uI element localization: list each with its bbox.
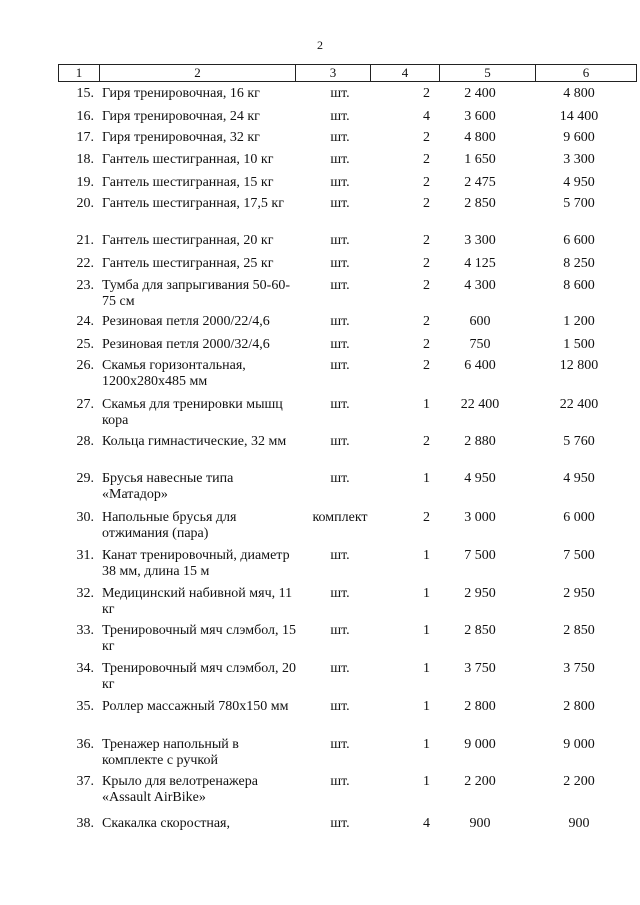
- row-number: 25.: [76, 337, 94, 352]
- row-number: 34.: [76, 661, 94, 676]
- item-quantity: 2: [423, 86, 430, 101]
- item-quantity: 2: [423, 314, 430, 329]
- item-total: 2 200: [563, 774, 595, 789]
- item-total: 7 500: [563, 548, 595, 563]
- item-total: 4 950: [563, 175, 595, 190]
- item-unit: шт.: [330, 737, 350, 752]
- item-name: Гантель шестигранная, 15 кг: [102, 175, 274, 190]
- item-quantity: 2: [423, 337, 430, 352]
- item-name: Гантель шестигранная, 25 кг: [102, 256, 274, 271]
- item-unit: шт.: [330, 130, 350, 145]
- item-quantity: 1: [423, 471, 430, 486]
- item-name: Крыло для велотренажера «Assault AirBike»: [102, 774, 258, 805]
- header-col-6: 6: [536, 65, 637, 82]
- item-name: Резиновая петля 2000/32/4,6: [102, 337, 270, 352]
- row-number: 15.: [76, 86, 94, 101]
- row-number: 30.: [76, 510, 94, 525]
- item-quantity: 1: [423, 661, 430, 676]
- row-number: 31.: [76, 548, 94, 563]
- item-price: 2 200: [464, 774, 496, 789]
- row-number: 21.: [76, 233, 94, 248]
- item-name: Скакалка скоростная,: [102, 816, 230, 831]
- row-number: 33.: [76, 623, 94, 638]
- item-price: 4 300: [464, 278, 496, 293]
- item-total: 12 800: [559, 358, 599, 373]
- row-number: 29.: [76, 471, 94, 486]
- header-col-1: 1: [59, 65, 100, 82]
- item-name: Кольца гимнастические, 32 мм: [102, 434, 287, 449]
- row-number: 36.: [76, 737, 94, 752]
- item-price: 4 125: [464, 256, 496, 271]
- row-number: 28.: [76, 434, 94, 449]
- item-price: 1 650: [464, 152, 496, 167]
- item-unit: шт.: [330, 661, 350, 676]
- item-quantity: 1: [423, 548, 430, 563]
- item-name: Медицинский набивной мяч, 11 кг: [102, 586, 293, 617]
- item-price: 3 750: [464, 661, 496, 676]
- item-total: 900: [568, 816, 590, 831]
- row-number: 27.: [76, 397, 94, 412]
- item-quantity: 2: [423, 152, 430, 167]
- item-unit: шт.: [330, 337, 350, 352]
- item-total: 3 750: [563, 661, 595, 676]
- item-price: 22 400: [460, 397, 500, 412]
- item-total: 9 000: [563, 737, 595, 752]
- item-unit: шт.: [330, 358, 350, 373]
- item-price: 6 400: [464, 358, 496, 373]
- item-name: Гиря тренировочная, 16 кг: [102, 86, 260, 101]
- item-unit: шт.: [330, 175, 350, 190]
- item-quantity: 2: [423, 175, 430, 190]
- item-name: Канат тренировочный, диаметр 38 мм, длина 15 м: [102, 548, 290, 579]
- item-total: 5 700: [563, 196, 595, 211]
- item-price: 600: [469, 314, 491, 329]
- item-price: 3 300: [464, 233, 496, 248]
- item-quantity: 1: [423, 774, 430, 789]
- item-name: Гантель шестигранная, 10 кг: [102, 152, 274, 167]
- item-total: 1 500: [563, 337, 595, 352]
- row-number: 22.: [76, 256, 94, 271]
- item-quantity: 2: [423, 130, 430, 145]
- row-number: 19.: [76, 175, 94, 190]
- row-number: 16.: [76, 109, 94, 124]
- item-name: Гантель шестигранная, 20 кг: [102, 233, 274, 248]
- item-quantity: 1: [423, 623, 430, 638]
- row-number: 23.: [76, 278, 94, 293]
- page-number: 2: [317, 38, 323, 52]
- item-unit: шт.: [330, 816, 350, 831]
- item-price: 2 800: [464, 699, 496, 714]
- item-price: 7 500: [464, 548, 496, 563]
- item-quantity: 1: [423, 699, 430, 714]
- item-price: 2 950: [464, 586, 496, 601]
- item-unit: шт.: [330, 397, 350, 412]
- item-name: Роллер массажный 780x150 мм: [102, 699, 289, 714]
- item-quantity: 2: [423, 434, 430, 449]
- item-total: 2 800: [563, 699, 595, 714]
- item-name: Тренировочный мяч слэмбол, 20 кг: [102, 661, 297, 692]
- item-unit: шт.: [330, 314, 350, 329]
- header-col-2: 2: [100, 65, 296, 82]
- item-price: 2 850: [464, 623, 496, 638]
- item-total: 8 250: [563, 256, 595, 271]
- item-quantity: 2: [423, 196, 430, 211]
- item-quantity: 2: [423, 233, 430, 248]
- item-unit: комплект: [312, 510, 368, 525]
- item-quantity: 1: [423, 397, 430, 412]
- item-total: 5 760: [563, 434, 595, 449]
- item-quantity: 2: [423, 256, 430, 271]
- item-name: Брусья навесные типа «Матадор»: [102, 471, 234, 502]
- item-price: 2 880: [464, 434, 496, 449]
- item-price: 750: [469, 337, 491, 352]
- item-unit: шт.: [330, 233, 350, 248]
- item-total: 22 400: [559, 397, 599, 412]
- item-unit: шт.: [330, 256, 350, 271]
- item-quantity: 1: [423, 586, 430, 601]
- item-name: Гантель шестигранная, 17,5 кг: [102, 196, 284, 211]
- item-total: 2 850: [563, 623, 595, 638]
- header-col-4: 4: [371, 65, 440, 82]
- item-price: 900: [469, 816, 491, 831]
- item-price: 3 600: [464, 109, 496, 124]
- row-number: 26.: [76, 358, 94, 373]
- item-unit: шт.: [330, 586, 350, 601]
- row-number: 17.: [76, 130, 94, 145]
- item-unit: шт.: [330, 109, 350, 124]
- item-name: Гиря тренировочная, 24 кг: [102, 109, 260, 124]
- row-number: 18.: [76, 152, 94, 167]
- item-total: 6 000: [563, 510, 595, 525]
- item-total: 14 400: [559, 109, 599, 124]
- row-number: 38.: [76, 816, 94, 831]
- item-quantity: 4: [423, 816, 430, 831]
- item-name: Тренировочный мяч слэмбол, 15 кг: [102, 623, 297, 654]
- item-total: 6 600: [563, 233, 595, 248]
- header-col-5: 5: [440, 65, 536, 82]
- item-quantity: 4: [423, 109, 430, 124]
- row-number: 37.: [76, 774, 94, 789]
- item-total: 1 200: [563, 314, 595, 329]
- item-unit: шт.: [330, 623, 350, 638]
- item-price: 9 000: [464, 737, 496, 752]
- item-name: Скамья горизонтальная, 1200x280x485 мм: [102, 358, 246, 389]
- item-quantity: 2: [423, 510, 430, 525]
- item-total: 3 300: [563, 152, 595, 167]
- item-unit: шт.: [330, 548, 350, 563]
- item-total: 2 950: [563, 586, 595, 601]
- item-unit: шт.: [330, 86, 350, 101]
- item-quantity: 2: [423, 278, 430, 293]
- item-unit: шт.: [330, 196, 350, 211]
- header-col-3: 3: [296, 65, 371, 82]
- item-total: 9 600: [563, 130, 595, 145]
- item-unit: шт.: [330, 434, 350, 449]
- item-name: Тумба для запрыгивания 50-60-75 см: [102, 278, 290, 309]
- item-name: Тренажер напольный в комплекте с ручкой: [102, 737, 239, 768]
- item-name: Скамья для тренировки мышц кора: [102, 397, 283, 428]
- item-name: Гиря тренировочная, 32 кг: [102, 130, 260, 145]
- row-number: 24.: [76, 314, 94, 329]
- item-unit: шт.: [330, 471, 350, 486]
- row-number: 35.: [76, 699, 94, 714]
- item-quantity: 2: [423, 358, 430, 373]
- item-total: 8 600: [563, 278, 595, 293]
- row-number: 20.: [76, 196, 94, 211]
- item-unit: шт.: [330, 278, 350, 293]
- item-name: Резиновая петля 2000/22/4,6: [102, 314, 270, 329]
- item-price: 2 850: [464, 196, 496, 211]
- item-name: Напольные брусья для отжимания (пара): [102, 510, 237, 541]
- item-unit: шт.: [330, 774, 350, 789]
- item-unit: шт.: [330, 152, 350, 167]
- item-price: 2 400: [464, 86, 496, 101]
- item-price: 4 800: [464, 130, 496, 145]
- item-quantity: 1: [423, 737, 430, 752]
- item-price: 4 950: [464, 471, 496, 486]
- item-price: 2 475: [464, 175, 496, 190]
- item-unit: шт.: [330, 699, 350, 714]
- item-total: 4 800: [563, 86, 595, 101]
- item-total: 4 950: [563, 471, 595, 486]
- row-number: 32.: [76, 586, 94, 601]
- item-price: 3 000: [464, 510, 496, 525]
